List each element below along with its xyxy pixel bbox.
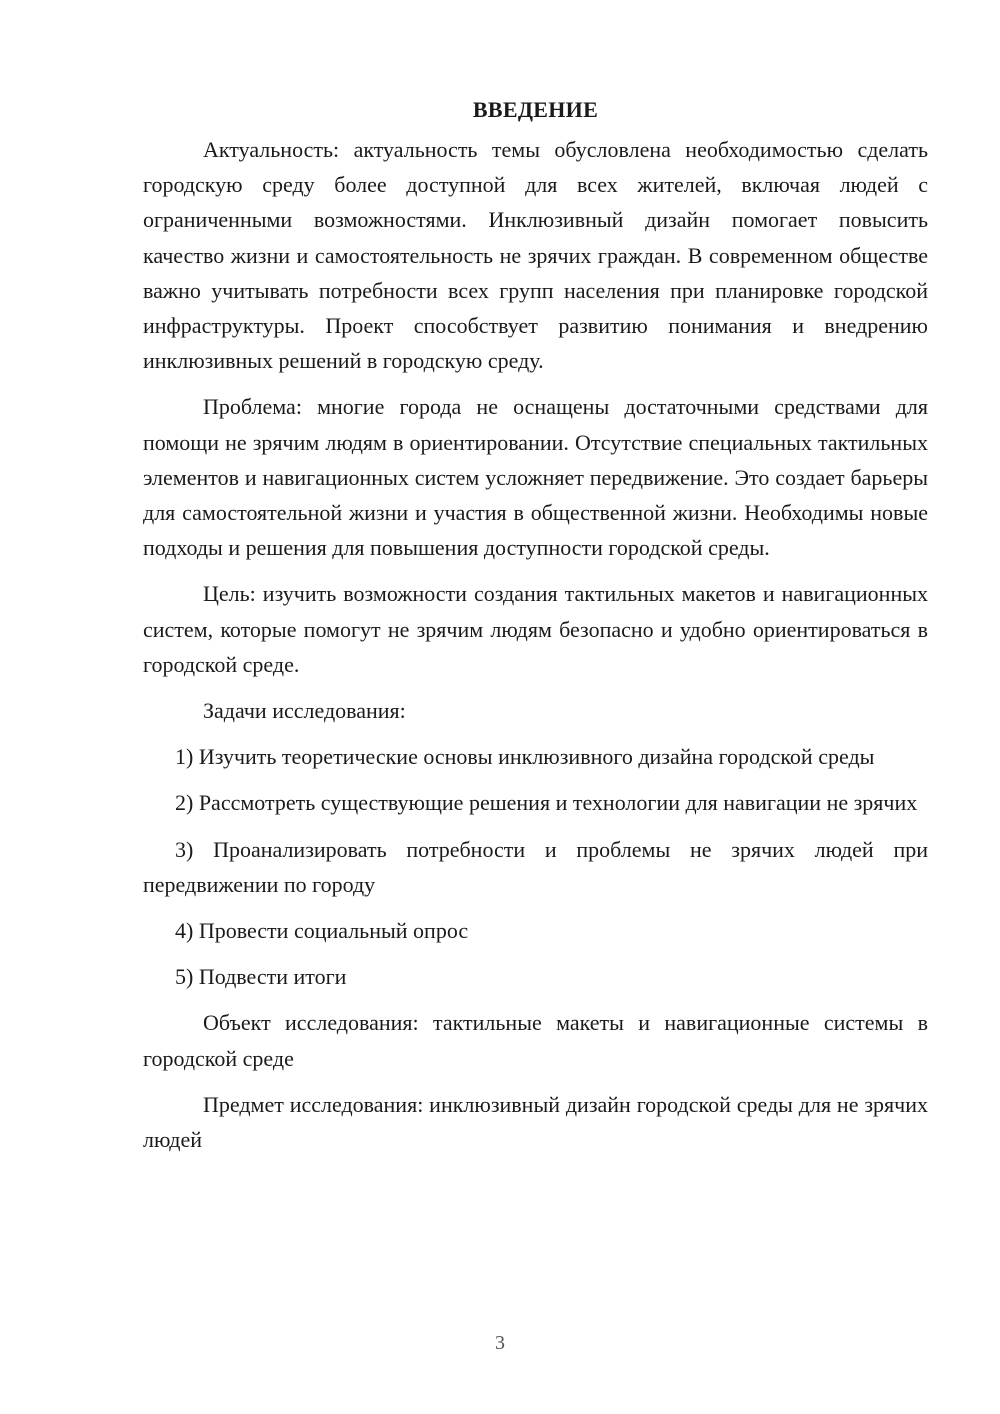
object-paragraph: Объект исследования: тактильные макеты и навигационные системы в городской среде (143, 1010, 928, 1071)
problem-paragraph: Проблема: многие города не оснащены достаточными средствами для помощи не зрячим людям в ориентировании. Отсутствие специальных тактильных элементов и навигационных систем усложняет передвижение. Это создает барьеры для самостоятельной жизни и участия в общественной жизни. Необходимы новые подходы и решения для повышения доступности городской среды. (143, 394, 928, 561)
subject-paragraph: Предмет исследования: инклюзивный дизайн городской среды для не зрячих людей (143, 1091, 928, 1153)
task-item-3: 3) Проанализировать потребности и проблемы не зрячих людей при передвижении по городу (143, 836, 928, 897)
tasks-heading: Задачи исследования: (203, 698, 406, 724)
goal-paragraph: Цель: изучить возможности создания тактильных макетов и навигационных систем, которые помогут не зрячим людям безопасно и удобно ориентироваться в городской среде. (143, 581, 928, 677)
section-heading: ВВЕДЕНИЕ (472, 97, 599, 122)
task-item-5: 5) Подвести итоги (175, 964, 347, 990)
relevance-paragraph: Актуальность: актуальность темы обусловлена необходимостью сделать городскую среду более доступной для всех жителей, включая людей с ограниченными возможностями. Инклюзивный дизайн помогает повысить качество жизни и самостоятельность не зрячих граждан. В современном обществе важно учитывать потребности всех групп населения при планировке городской инфраструктуры. Проект способствует развитию понимания и внедрению инклюзивных решений в городскую среду. (143, 137, 928, 374)
task-item-4: 4) Провести социальный опрос (175, 918, 469, 944)
document-page (143, 92, 928, 1412)
page-number: 3 (495, 1332, 505, 1354)
task-item-1: 1) Изучить теоретические основы инклюзивного дизайна городской среды (175, 744, 875, 770)
task-item-2: 2) Рассмотреть существующие решения и технологии для навигации не зрячих (175, 790, 918, 816)
